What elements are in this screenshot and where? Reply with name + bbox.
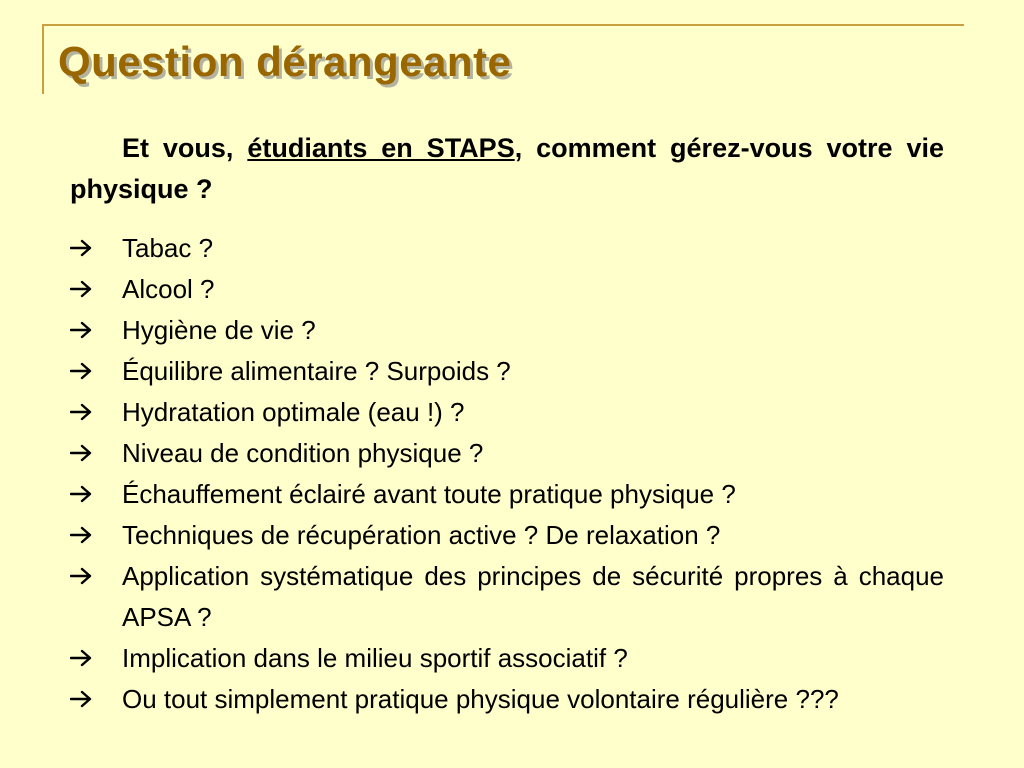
slide-frame-top-rule	[42, 24, 964, 26]
list-item-text: Niveau de condition physique ?	[122, 438, 484, 468]
right-arrow-icon	[70, 351, 104, 392]
list-item-text: Ou tout simplement pratique physique volontaire régulière ???	[122, 684, 839, 714]
list-item	[70, 556, 944, 638]
list-item-text: Échauffement éclairé avant toute pratique physique ?	[122, 479, 736, 509]
right-arrow-icon	[70, 515, 104, 556]
right-arrow-icon	[70, 433, 104, 474]
intro-suffix: , comment gérez-vous votre vie physique ?	[70, 133, 944, 204]
list-item-text: Équilibre alimentaire ? Surpoids ?	[122, 356, 511, 386]
list-item-text: Techniques de récupération active ? De relaxation ?	[122, 520, 721, 550]
intro-emphasis: étudiants en STAPS	[247, 133, 515, 163]
right-arrow-icon	[70, 474, 104, 515]
slide-title: Question dérangeante	[58, 38, 512, 85]
right-arrow-icon	[70, 556, 104, 597]
list-item-text: Tabac ?	[122, 233, 214, 263]
list-item	[70, 351, 944, 392]
right-arrow-icon	[70, 310, 104, 351]
intro-prefix: Et vous,	[122, 133, 248, 163]
list-item	[70, 474, 944, 515]
list-item	[70, 515, 944, 556]
list-item-text: Application systématique des principes de sécurité propres à chaque APSA ?	[122, 561, 944, 632]
list-item-text: Hydratation optimale (eau !) ?	[122, 397, 465, 427]
right-arrow-icon	[70, 228, 104, 269]
list-item	[70, 679, 944, 720]
right-arrow-icon	[70, 638, 104, 679]
intro-paragraph	[70, 128, 944, 210]
list-item	[70, 269, 944, 310]
list-item-text: Hygiène de vie ?	[122, 315, 316, 345]
list-item	[70, 392, 944, 433]
list-item	[70, 638, 944, 679]
right-arrow-icon	[70, 679, 104, 720]
list-item	[70, 433, 944, 474]
right-arrow-icon	[70, 269, 104, 310]
list-item-text: Implication dans le milieu sportif associatif ?	[122, 643, 628, 673]
question-list	[70, 228, 944, 720]
right-arrow-icon	[70, 392, 104, 433]
list-item	[70, 228, 944, 269]
list-item	[70, 310, 944, 351]
slide-frame-left-rule	[42, 24, 44, 94]
list-item-text: Alcool ?	[122, 274, 215, 304]
